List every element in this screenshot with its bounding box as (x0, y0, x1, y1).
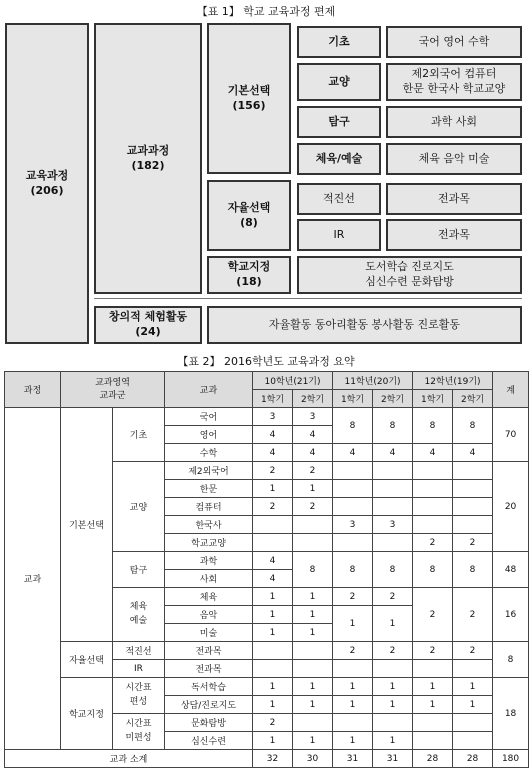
subtotal-cell: 32 (253, 750, 293, 768)
value-cell: 8 (373, 408, 413, 444)
subtotal-cell: 180 (493, 750, 529, 768)
group-tg: 탐구 (113, 552, 165, 588)
subject-cell: 제2외국어 (165, 462, 253, 480)
free-selection-box: 자율선택 (8) (207, 180, 291, 251)
value-cell: 8 (413, 408, 453, 444)
basic-selection-box: 기본선택 (156) (207, 23, 291, 174)
creative-activity-box: 창의적 체험활동 (24) (94, 306, 202, 344)
value-cell: 1 (253, 606, 293, 624)
header-course: 과정 (5, 372, 61, 408)
header-sem: 1학기 (413, 390, 453, 408)
subject-cell: 한국사 (165, 516, 253, 534)
value-cell: 3 (333, 516, 373, 534)
school-designated-box: 학교지정 (18) (207, 256, 291, 294)
value-cell: 2 (253, 462, 293, 480)
value-cell: 1 (253, 624, 293, 642)
value-cell: 2 (253, 498, 293, 516)
value-cell: 3 (373, 516, 413, 534)
subject-cell: 전과목 (165, 642, 253, 660)
subject-cell: 체육 (165, 588, 253, 606)
subject-cell: 미술 (165, 624, 253, 642)
value-cell: 1 (333, 678, 373, 696)
subtotal-cell: 31 (373, 750, 413, 768)
curriculum-total-box: 교육과정 (206) (5, 23, 89, 344)
creative-activity-items: 자율활동 동아리활동 봉사활동 진로활동 (207, 306, 522, 344)
subject-cell: 사회 (165, 570, 253, 588)
total-cell: 18 (493, 678, 529, 750)
value-cell: 1 (293, 624, 333, 642)
value-cell: 1 (293, 732, 333, 750)
value-cell: 1 (373, 696, 413, 714)
value-cell: 4 (253, 570, 293, 588)
subtotal-cell: 30 (293, 750, 333, 768)
value-cell: 1 (293, 588, 333, 606)
value-cell: 1 (333, 732, 373, 750)
subject-cell: 국어 (165, 408, 253, 426)
value-cell: 4 (293, 426, 333, 444)
value-cell: 4 (373, 444, 413, 462)
group-pyeon: 시간표 편성 (113, 678, 165, 714)
area-free: 자율선택 (61, 642, 113, 678)
area-basic: 기본선택 (61, 408, 113, 642)
area-label: 교양 (297, 63, 381, 101)
group-mipyeon: 시간표 미편성 (113, 714, 165, 750)
value-cell: 4 (253, 426, 293, 444)
divider (94, 298, 522, 299)
value-cell: 1 (253, 696, 293, 714)
subject-cell: 과학 (165, 552, 253, 570)
value-cell: 1 (293, 606, 333, 624)
value-cell: 1 (253, 678, 293, 696)
area-label: IR (297, 219, 381, 251)
value-cell: 2 (453, 588, 493, 642)
value-cell: 2 (333, 642, 373, 660)
subject-cell: 한문 (165, 480, 253, 498)
area-items: 국어 영어 수학 (386, 26, 522, 58)
subject-cell: 음악 (165, 606, 253, 624)
value-cell: 8 (373, 552, 413, 588)
curriculum-summary-table (4, 371, 529, 768)
header-sem: 1학기 (253, 390, 293, 408)
value-cell: 1 (373, 678, 413, 696)
total-cell: 16 (493, 588, 529, 642)
course-cell: 교과 (5, 408, 61, 750)
area-label: 체육/예술 (297, 143, 381, 175)
value-cell: 3 (293, 408, 333, 426)
header-grade12: 12학년(19기) (413, 372, 493, 390)
group-ye: 체육 예술 (113, 588, 165, 642)
school-designated-items: 도서학습 진로지도 심신수련 문화탐방 (297, 256, 522, 294)
area-items: 전과목 (386, 219, 522, 251)
value-cell: 2 (253, 714, 293, 732)
area-label: 탐구 (297, 106, 381, 138)
value-cell: 2 (453, 534, 493, 552)
value-cell: 1 (293, 696, 333, 714)
area-items: 전과목 (386, 183, 522, 215)
subject-cell: 수학 (165, 444, 253, 462)
value-cell: 1 (333, 606, 373, 642)
value-cell: 8 (293, 552, 333, 588)
subject-cell: 컴퓨터 (165, 498, 253, 516)
area-label: 적진선 (297, 183, 381, 215)
subject-cell: 독서학습 (165, 678, 253, 696)
value-cell: 1 (253, 588, 293, 606)
subject-curriculum-box: 교과과정 (182) (94, 23, 202, 294)
value-cell: 4 (253, 444, 293, 462)
subject-cell: 문화탐방 (165, 714, 253, 732)
value-cell: 2 (413, 534, 453, 552)
value-cell: 4 (333, 444, 373, 462)
subject-cell: 학교교양 (165, 534, 253, 552)
header-area: 교과영역 교과군 (61, 372, 165, 408)
group-ir: IR (113, 660, 165, 678)
value-cell: 8 (413, 552, 453, 588)
subtotal-cell: 28 (453, 750, 493, 768)
value-cell: 4 (413, 444, 453, 462)
value-cell: 2 (373, 588, 413, 606)
value-cell: 2 (293, 462, 333, 480)
header-grade10: 10학년(21기) (253, 372, 333, 390)
value-cell: 2 (413, 588, 453, 642)
value-cell: 1 (293, 678, 333, 696)
value-cell: 2 (333, 588, 373, 606)
total-cell: 20 (493, 462, 529, 552)
value-cell: 8 (453, 408, 493, 444)
total-cell: 48 (493, 552, 529, 588)
total-cell: 8 (493, 642, 529, 678)
value-cell: 1 (413, 696, 453, 714)
value-cell: 8 (453, 552, 493, 588)
subtotal-label: 교과 소계 (5, 750, 253, 768)
group-jj: 적진선 (113, 642, 165, 660)
header-grade11: 11학년(20기) (333, 372, 413, 390)
value-cell: 1 (413, 678, 453, 696)
total-cell: 70 (493, 408, 529, 462)
value-cell: 3 (253, 408, 293, 426)
area-items: 과학 사회 (386, 106, 522, 138)
value-cell: 4 (453, 444, 493, 462)
group-gy: 교양 (113, 462, 165, 552)
value-cell: 1 (373, 606, 413, 642)
subject-cell: 영어 (165, 426, 253, 444)
value-cell: 8 (333, 552, 373, 588)
area-school: 학교지정 (61, 678, 113, 750)
value-cell: 2 (293, 498, 333, 516)
value-cell: 1 (293, 480, 333, 498)
table1-title: 【표 1】 학교 교육과정 편제 (196, 5, 336, 18)
header-sem: 2학기 (293, 390, 333, 408)
header-sem: 1학기 (333, 390, 373, 408)
value-cell: 8 (333, 408, 373, 444)
value-cell: 4 (253, 552, 293, 570)
subtotal-cell: 31 (333, 750, 373, 768)
value-cell: 1 (453, 696, 493, 714)
value-cell: 1 (453, 678, 493, 696)
value-cell: 1 (253, 480, 293, 498)
value-cell: 1 (373, 732, 413, 750)
value-cell: 2 (413, 642, 453, 660)
area-items: 제2외국어 컴퓨터 한문 한국사 학교교양 (386, 63, 522, 101)
value-cell: 2 (453, 642, 493, 660)
subject-cell: 심신수련 (165, 732, 253, 750)
subtotal-cell: 28 (413, 750, 453, 768)
header-subject: 교과 (165, 372, 253, 408)
value-cell: 2 (373, 642, 413, 660)
subject-cell: 전과목 (165, 660, 253, 678)
value-cell: 1 (333, 696, 373, 714)
value-cell: 1 (253, 732, 293, 750)
area-label: 기초 (297, 26, 381, 58)
header-sem: 2학기 (453, 390, 493, 408)
header-total: 계 (493, 372, 529, 408)
area-items: 체육 음악 미술 (386, 143, 522, 175)
group-gi: 기초 (113, 408, 165, 462)
header-sem: 2학기 (373, 390, 413, 408)
value-cell: 4 (293, 444, 333, 462)
table2-title: 【표 2】 2016학년도 교육과정 요약 (177, 355, 355, 368)
subject-cell: 상담/진로지도 (165, 696, 253, 714)
